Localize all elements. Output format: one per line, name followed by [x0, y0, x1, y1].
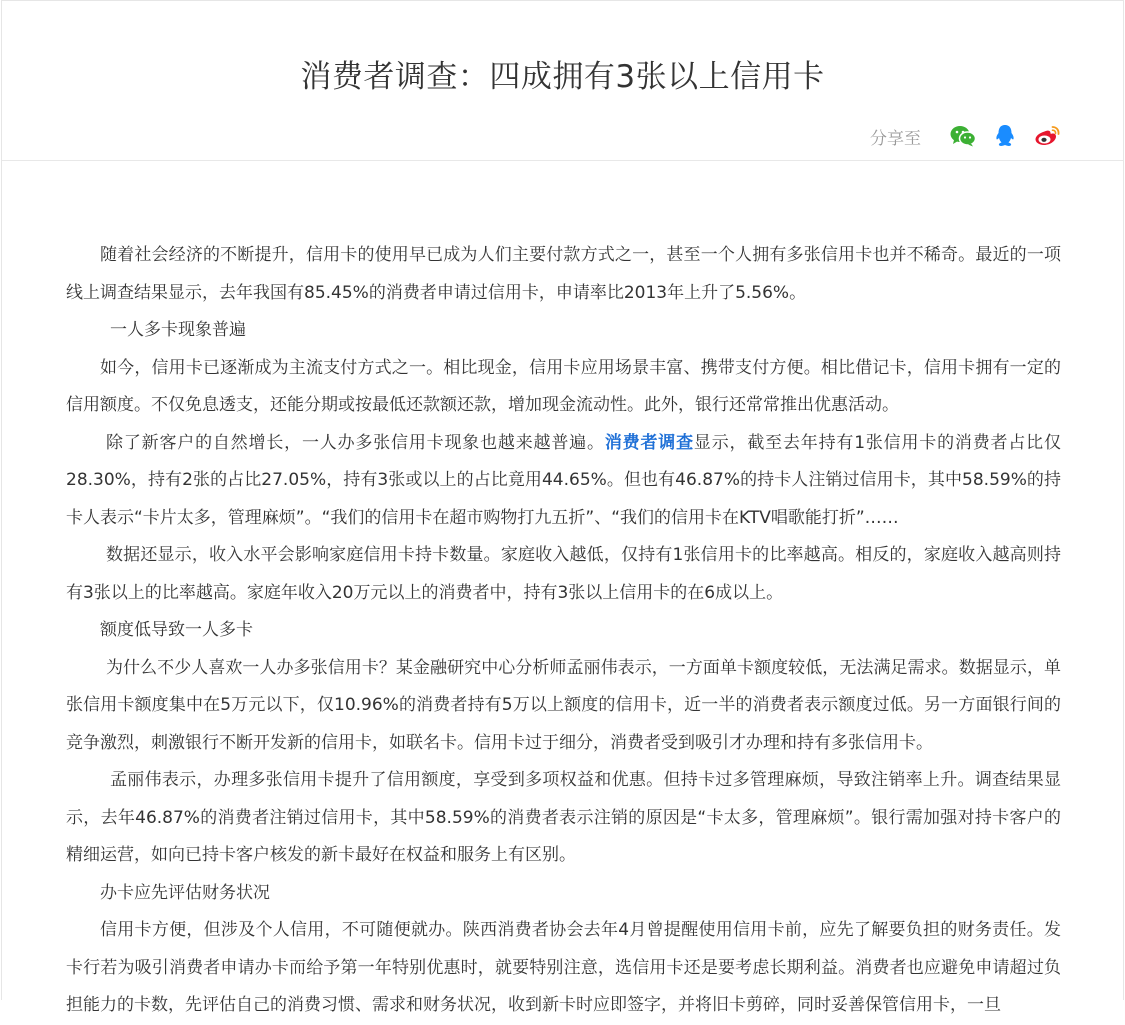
- article-page: [1, 0, 1124, 1015]
- article-header: [2, 1, 1123, 161]
- paragraph: 孟丽伟表示，办理多张信用卡提升了信用额度，享受到多项权益和优惠。但持卡过多管理麻烦，导致注销率上升。调查结果显示，去年46.87%的消费者注销过信用卡，其中58.59%的消费者表示注销的原因是“卡太多，管理麻烦”。银行需加强对持卡客户的精细运营，如向已持卡客户核发的新卡最好在权益和服务上有区别。: [66, 770, 1061, 865]
- section-heading: 办卡应先评估财务状况: [100, 882, 270, 903]
- paragraph: 为什么不少人喜欢一人办多张信用卡？某金融研究中心分析师孟丽伟表示，一方面单卡额度较低，无法满足需求。数据显示，单张信用卡额度集中在5万元以下，仅10.96%的消费者持有5万以上额度的信用卡，近一半的消费者表示额度过低。另一方面银行间的竞争激烈，刺激银行不断开发新的信用卡，如联名卡。信用卡过于细分，消费者受到吸引才办理和持有多张信用卡。: [66, 657, 1061, 753]
- share-label: 分享至: [870, 128, 921, 149]
- paragraph: 数据还显示，收入水平会影响家庭信用卡持卡数量。家庭收入越低，仅持有1张信用卡的比率越高。相反的，家庭收入越高则持有3张以上的比率越高。家庭年收入20万元以上的消费者中，持有3张以上信用卡的在6成以上。: [66, 545, 1061, 603]
- paragraph: [66, 425, 1061, 538]
- paragraph: 信用卡方便，但涉及个人信用，不可随便就办。陕西消费者协会去年4月曾提醒使用信用卡前，应先了解要负担的财务责任。发卡行若为吸引消费者申请办卡而给予第一年特别优惠时，就要特别注意，选信用卡还是要考虑长期利益。消费者也应避免申请超过负担能力的卡数，先评估自己的消费习惯、需求和财务状况，收到新卡时应即签字，并将旧卡剪碎，同时妥善保管信用卡，一旦: [66, 920, 1061, 1015]
- section-heading: 一人多卡现象普遍: [110, 320, 246, 340]
- article-title: 消费者调查：四成拥有3张以上信用卡: [300, 59, 825, 95]
- paragraph: 如今，信用卡已逐渐成为主流支付方式之一。相比现金，信用卡应用场景丰富、携带支付方便。相比借记卡，信用卡拥有一定的信用额度。不仅免息透支，还能分期或按最低还款额还款，增加现金流动性。此外，银行还常常推出优惠活动。: [66, 357, 1061, 415]
- weibo-icon[interactable]: [1033, 123, 1061, 149]
- section-heading: 额度低导致一人多卡: [100, 620, 253, 640]
- paragraph-text: 除了新客户的自然增长，一人办多张信用卡现象也越来越普遍。: [106, 432, 605, 453]
- article-body: [66, 237, 1061, 1025]
- qq-icon[interactable]: [991, 123, 1019, 149]
- keyword-link[interactable]: 消费者调查: [604, 432, 694, 453]
- share-bar: [870, 123, 1061, 149]
- paragraph-text: 显示，截至去年持有1张信用卡的消费者占比仅28.30%，持有2张的占比27.05%，持有3张或以上的占比竟用44.65%。但也有46.87%的持卡人注销过信用卡，其中58.59%的持卡人表示“卡片太多，管理麻烦”。“我们的信用卡在超市购物打九五折”、“我们的信用卡在KTV唱歌能打折”……: [66, 432, 1061, 528]
- paragraph: 随着社会经济的不断提升，信用卡的使用早已成为人们主要付款方式之一，甚至一个人拥有多张信用卡也并不稀奇。最近的一项线上调查结果显示，去年我国有85.45%的消费者申请过信用卡，申请率比2013年上升了5.56%。: [66, 245, 1061, 303]
- wechat-icon[interactable]: [949, 123, 977, 149]
